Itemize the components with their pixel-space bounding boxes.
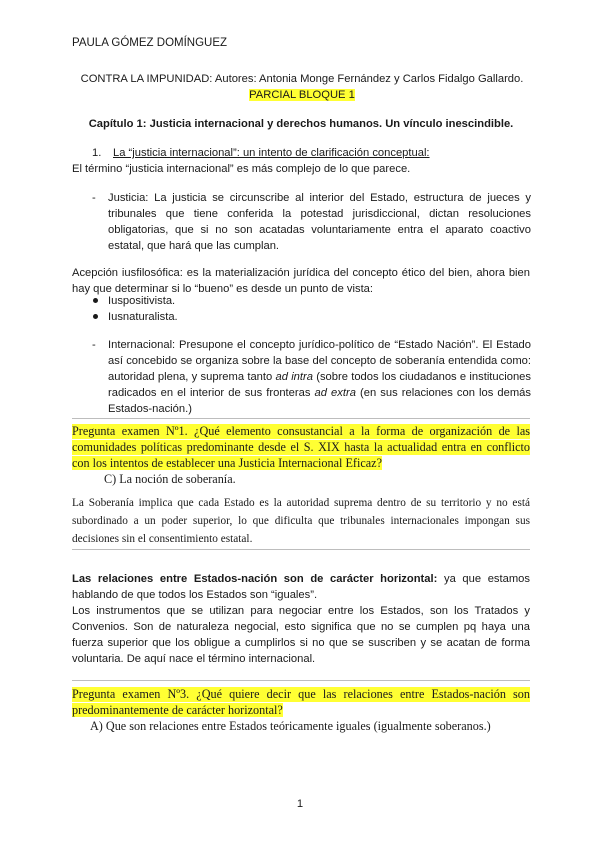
- soberania-line: subordinado a un poder superior, lo que dificulta que tribunales internacionales impongan sus: [72, 515, 530, 527]
- internacional-line: Estados-nación.): [108, 403, 192, 415]
- justicia-line: obligatorias, que si no son acatadas voluntariamente entra el aparato coactivo: [108, 224, 531, 236]
- justicia-line: tribunales que tiene conferida la potestad jurisdiccional, dictan resoluciones: [108, 208, 531, 220]
- acepcion-line: Acepción iusfilosófica: es la materialización jurídica del concepto ético del bien, ahora bien: [72, 267, 530, 279]
- relaciones-line: Convenios. Son de naturaleza negocial, esto significa que no se cumplen pq haya una: [72, 621, 530, 633]
- section-number: 1.: [92, 147, 102, 159]
- soberania-line: decisiones sin el consentimiento estatal.: [72, 533, 253, 545]
- list-dash: -: [92, 339, 96, 351]
- relaciones-line: Los instrumentos que se utilizan para negociar entre los Estados, son los Tratados y: [72, 605, 530, 617]
- bullet-dot: [93, 298, 98, 303]
- justicia-line: estatal, que hará que las cumplan.: [108, 240, 280, 252]
- bullet-item: Iusnaturalista.: [108, 311, 178, 323]
- question-line: comunidades políticas predominante desde el S. XIX hasta la actualidad entra en conflicto: [72, 440, 530, 454]
- internacional-line: autoridad plena, y suprema tanto ad intra (sobre todos los ciudadanos e instituciones: [108, 371, 531, 383]
- question-answer: C) La noción de soberanía.: [104, 472, 236, 486]
- question-line: con los intentos de establecer una Justicia Internacional Eficaz?: [72, 456, 382, 470]
- question-line: Pregunta examen Nº1. ¿Qué elemento consustancial a la forma de organización de las: [72, 424, 530, 438]
- question-line: Pregunta examen Nº3. ¿Qué quiere decir que las relaciones entre Estados-nación son: [72, 687, 530, 701]
- separator: [72, 680, 530, 681]
- internacional-line: así concebido se organiza sobre la base del concepto de soberanía entendida como:: [108, 355, 531, 367]
- bullet-dot: [93, 314, 98, 319]
- bullet-item: Iuspositivista.: [108, 295, 176, 307]
- separator: [72, 418, 530, 419]
- soberania-line: La Soberanía implica que cada Estado es la autoridad suprema dentro de su territorio y no está: [72, 497, 530, 509]
- section-heading: La “justicia internacional”: un intento de clarificación conceptual:: [113, 147, 430, 159]
- relaciones-line: fuerza superior que los obligue a cumplirlos si no que se suscriben y se acatan de forma: [72, 637, 530, 649]
- question-line-row: [72, 456, 382, 471]
- internacional-line: Internacional: Presupone el concepto jurídico-político de “Estado Nación”. El Estado: [108, 339, 531, 351]
- section-lead: El término “justicia internacional” es más complejo de lo que parece.: [72, 163, 411, 175]
- chapter-title: Capítulo 1: Justicia internacional y derechos humanos. Un vínculo inescindible.: [88, 118, 514, 130]
- question-line: predominantemente de carácter horizontal?: [72, 703, 283, 717]
- list-dash: -: [92, 192, 96, 204]
- block-label: PARCIAL BLOQUE 1: [249, 89, 355, 101]
- separator: [72, 549, 530, 550]
- source-title: CONTRA LA IMPUNIDAD: Autores: Antonia Monge Fernández y Carlos Fidalgo Gallardo.: [80, 73, 524, 85]
- question-line-row: [72, 703, 283, 718]
- relaciones-line: Las relaciones entre Estados-nación son de carácter horizontal: ya que estamos: [72, 573, 530, 585]
- page-number: 1: [296, 798, 304, 810]
- question-answer: A) Que son relaciones entre Estados teóricamente iguales (igualmente soberanos.): [90, 719, 491, 733]
- acepcion-line: hay que determinar si lo “bueno” es desde un punto de vista:: [72, 283, 374, 295]
- internacional-line: radicados en el interior de sus fronteras ad extra (en sus relaciones con los demás: [108, 387, 531, 399]
- justicia-line: Justicia: La justicia se circunscribe al interior del Estado, estructura de jueces y: [108, 192, 531, 204]
- block-label-row: [74, 88, 530, 102]
- author-header: PAULA GÓMEZ DOMÍNGUEZ: [72, 37, 228, 49]
- relaciones-line: voluntaria. De aquí nace el término internacional.: [72, 653, 316, 665]
- relaciones-line: hablando de que todos los Estados son “iguales”.: [72, 589, 318, 601]
